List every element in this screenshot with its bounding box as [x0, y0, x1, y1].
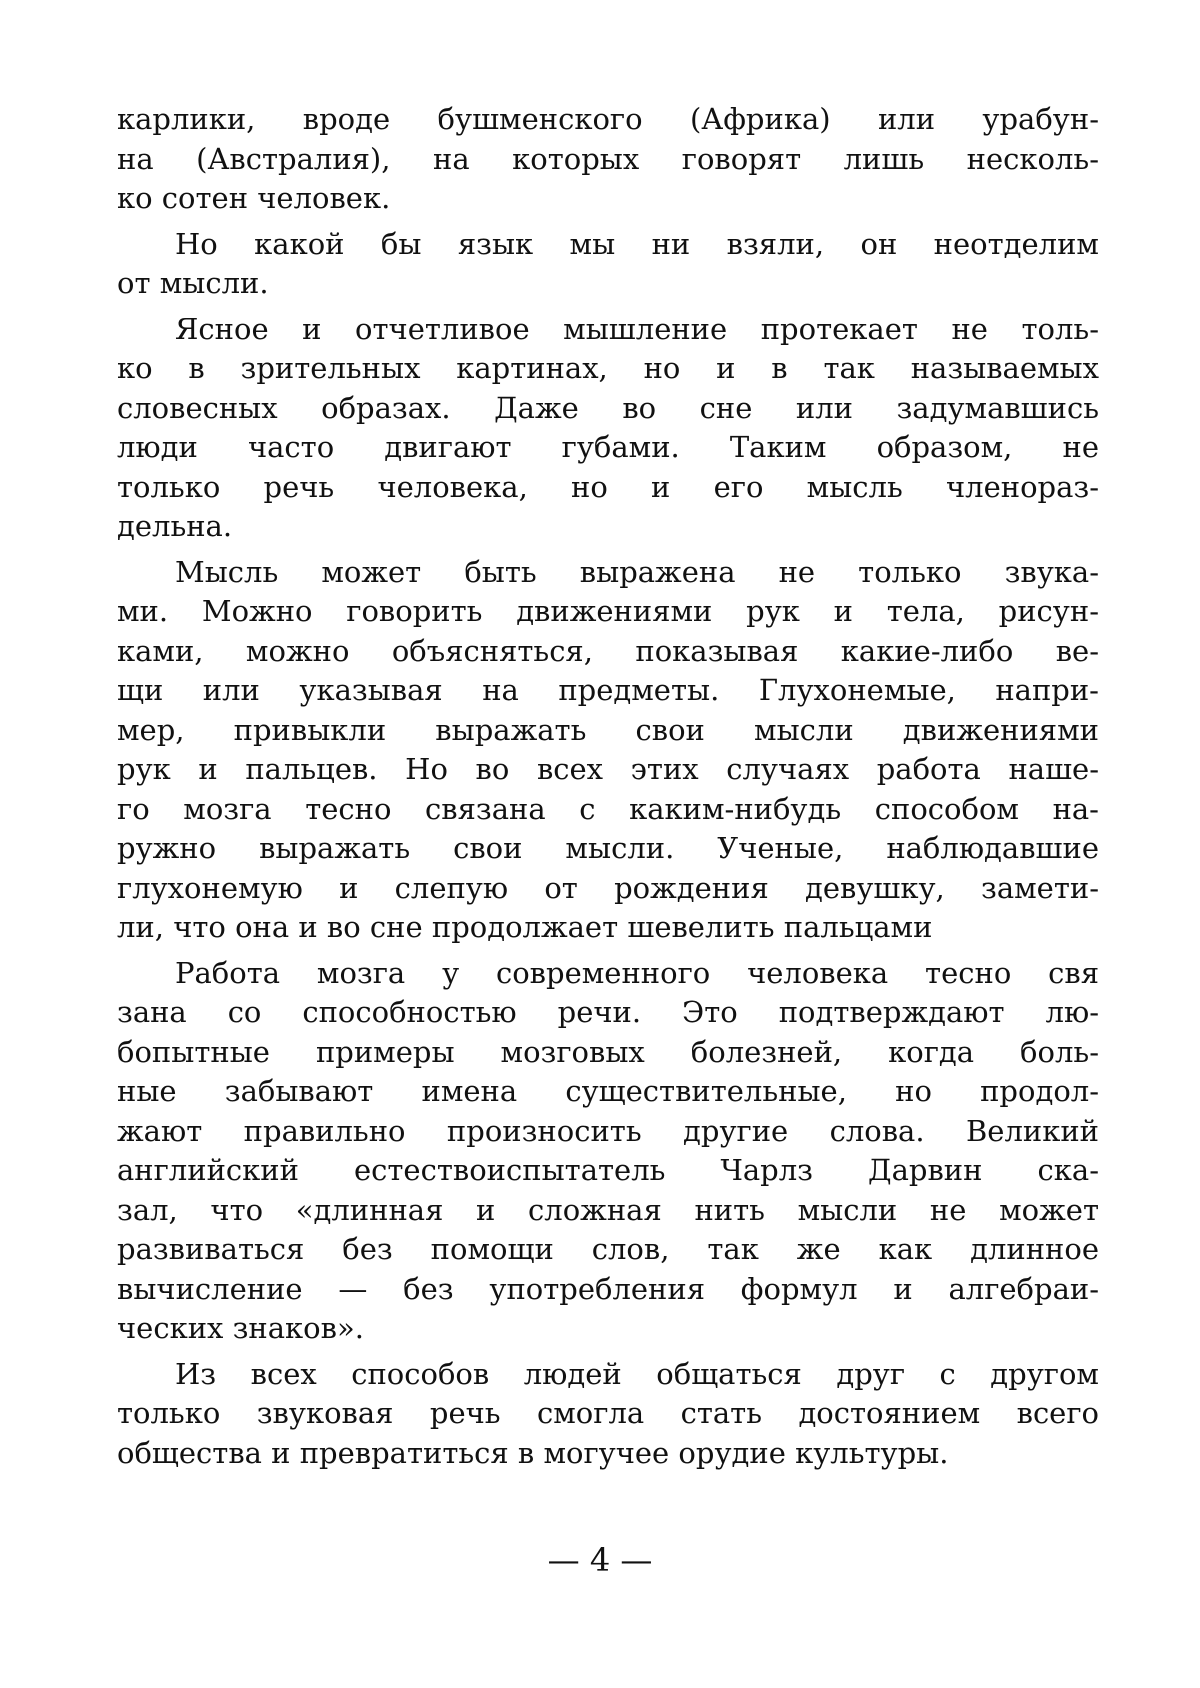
text-line: Ясное и отчетливое мышление протекает не толь- — [175, 311, 1099, 346]
text-line: ками, можно объясняться, показывая какие-либо ве- — [117, 633, 1099, 668]
text-line: жают правильно произносить другие слова. Великий — [117, 1113, 1099, 1148]
text-line: мер, привыкли выражать свои мысли движениями — [117, 712, 1099, 747]
text-line: ные забывают имена существительные, но продол- — [117, 1074, 1099, 1108]
text-line: карлики, вроде бушменского (Африка) или урабун- — [117, 102, 1099, 136]
text-line: люди часто двигают губами. Таким образом, не — [117, 430, 1099, 464]
text-line: только речь человека, но и его мысль членораз- — [117, 469, 1099, 504]
paragraph — [117, 100, 1099, 219]
text-line: общества и превратиться в могучее орудие культуры. — [117, 1435, 949, 1470]
text-line: зал, что «длинная и сложная нить мысли не может — [117, 1192, 1099, 1227]
text-line: только звуковая речь смогла стать достоянием всего — [117, 1396, 1099, 1430]
text-line: ческих знаков». — [117, 1311, 364, 1345]
text-line: глухонемую и слепую от рождения девушку, замети- — [117, 870, 1099, 905]
text-line: на (Австралия), на которых говорят лишь несколь- — [117, 141, 1099, 176]
text-line: дельна. — [117, 509, 233, 543]
text-line: зана со способностью речи. Это подтверждают лю- — [117, 995, 1099, 1029]
text-line: ружно выражать свои мысли. Ученые, наблюдавшие — [117, 831, 1099, 865]
text-line: бопытные примеры мозговых болезней, когда боль- — [117, 1034, 1099, 1069]
text-line: Из всех способов людей общаться друг с другом — [175, 1356, 1099, 1391]
page-number: — 4 — — [547, 1541, 653, 1579]
paragraph — [117, 310, 1099, 547]
paragraph — [117, 954, 1099, 1349]
text-line: от мысли. — [117, 266, 269, 300]
text-line: Работа мозга у современного человека тесно свя — [175, 955, 1099, 990]
text-line: ли, что она и во сне продолжает шевелить пальцами — [117, 910, 933, 944]
text-body — [117, 100, 1099, 1473]
paragraph — [117, 1355, 1099, 1474]
text-line: щи или указывая на предметы. Глухонемые, напри- — [117, 673, 1099, 707]
text-line: английский естествоиспытатель Чарлз Дарвин ска- — [117, 1153, 1099, 1187]
text-line: го мозга тесно связана с каким-нибудь способом на- — [117, 791, 1099, 826]
paragraph — [117, 225, 1099, 304]
text-line: ко сотен человек. — [117, 181, 391, 215]
text-line: рук и пальцев. Но во всех этих случаях работа наше- — [117, 752, 1099, 786]
text-line: словесных образах. Даже во сне или задумавшись — [117, 390, 1099, 425]
paragraph — [117, 553, 1099, 948]
text-line: ми. Можно говорить движениями рук и тела, рисун- — [117, 594, 1099, 628]
text-line: Мысль может быть выражена не только звука- — [175, 554, 1099, 589]
text-line: ко в зрительных картинах, но и в так называемых — [117, 351, 1099, 385]
text-line: Но какой бы язык мы ни взяли, он неотделим — [175, 226, 1099, 261]
text-line: развиваться без помощи слов, так же как длинное — [117, 1232, 1099, 1266]
text-line: вычисление — без употребления формул и алгебраи- — [117, 1271, 1099, 1306]
